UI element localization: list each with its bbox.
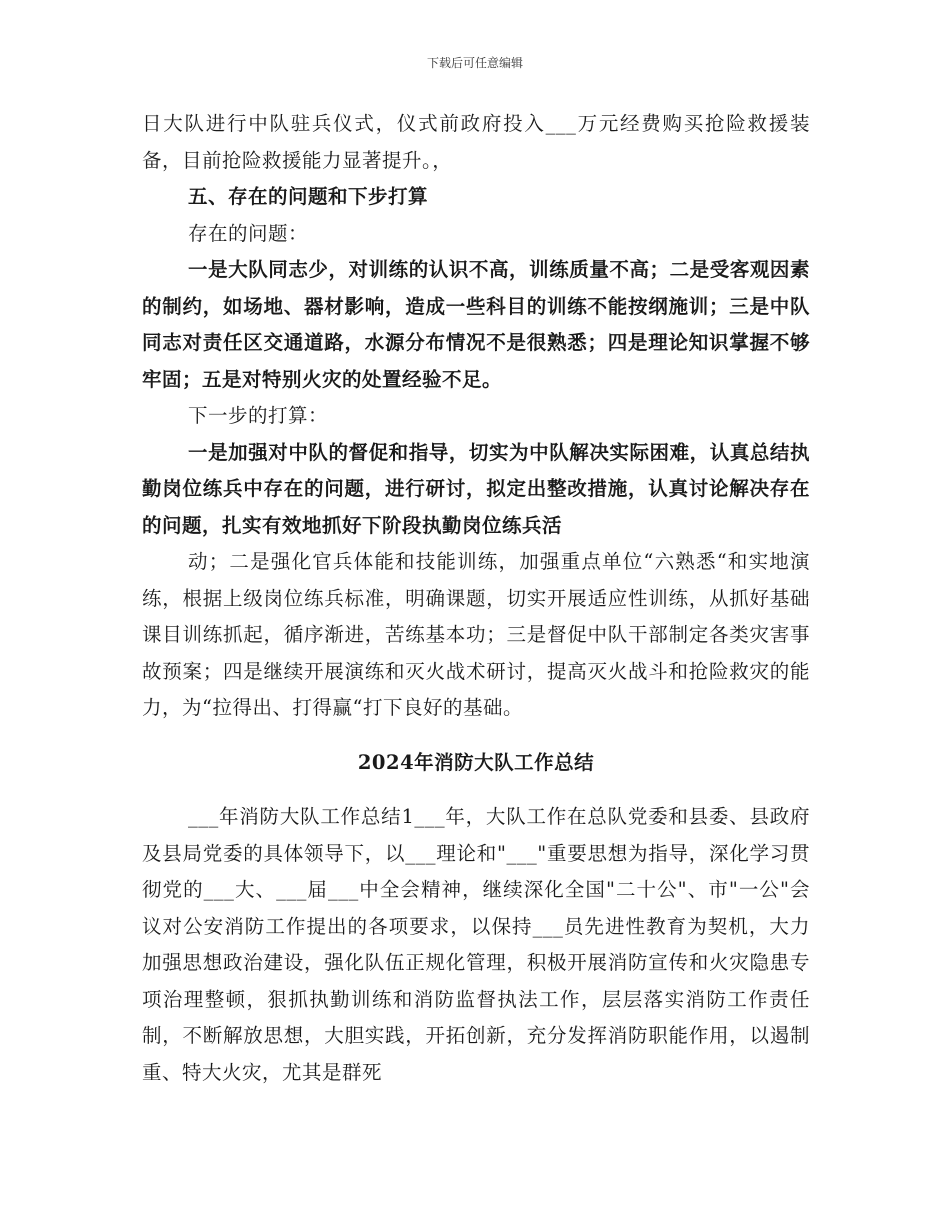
section-heading: 五、存在的问题和下步打算 bbox=[188, 185, 429, 208]
next-steps-paragraph-bold: 一是加强对中队的督促和指导，切实为中队解决实际困难，认真总结执勤岗位练兵中存在的问题，进行研讨，拟定出整改措施，认真讨论解决存在的问题，扎实有效地抓好下阶段执勤岗位练兵活 bbox=[142, 440, 810, 537]
summary-paragraph: ___年消防大队工作总结1___年，大队工作在总队党委和县委、县政府及县局党委的具体领导下，以___理论和"___"重要思想为指导，深化学习贯彻党的___大、___届___中全会精神，继续深化全国"二十公"、市"一公"会议对公安消防工作提出的各项要求，以保持___员先进性教育为契机，大力加强思想政治建设，强化队伍正规化管理，积极开展消防宣传和火灾隐患专项治理整顿，狠抓执勤训练和消防监督执法工作，层层落实消防工作责任制，不断解放思想，大胆实践，开拓创新，充分发挥消防职能作用，以遏制重、特大火灾，尤其是群死 bbox=[142, 805, 810, 1084]
next-steps-paragraph: 动；二是强化官兵体能和技能训练，加强重点单位“六熟悉“和实地演练，根据上级岗位练兵标准，明确课题，切实开展适应性训练，从抓好基础课目训练抓起，循序渐进，苦练基本功；三是督促中队干部制定各类灾害事故预案；四是继续开展演练和灭火战术研讨，提高灭火战斗和抢险救灾的能力，为“拉得出、打得赢“打下良好的基础。 bbox=[142, 550, 810, 719]
document-title: 2024年消防大队工作总结 bbox=[357, 750, 595, 774]
page-header: 下载后可任意编辑 bbox=[426, 56, 523, 70]
problems-label: 存在的问题： bbox=[188, 221, 309, 245]
document-body bbox=[142, 106, 810, 1091]
next-steps-label: 下一步的打算： bbox=[188, 404, 329, 427]
paragraph-1: 日大队进行中队驻兵仪式，仪式前政府投入___万元经费购买抢险救援装备，目前抢险救援能力显著提升。， bbox=[142, 112, 810, 172]
problems-paragraph: 一是大队同志少，对训练的认识不高，训练质量不高；二是受客观因素的制约，如场地、器材影响，造成一些科目的训练不能按纲施训；三是中队同志对责任区交通道路，水源分布情况不是很熟悉；四是理论知识掌握不够牢固；五是对特别火灾的处置经验不足。 bbox=[142, 258, 810, 391]
